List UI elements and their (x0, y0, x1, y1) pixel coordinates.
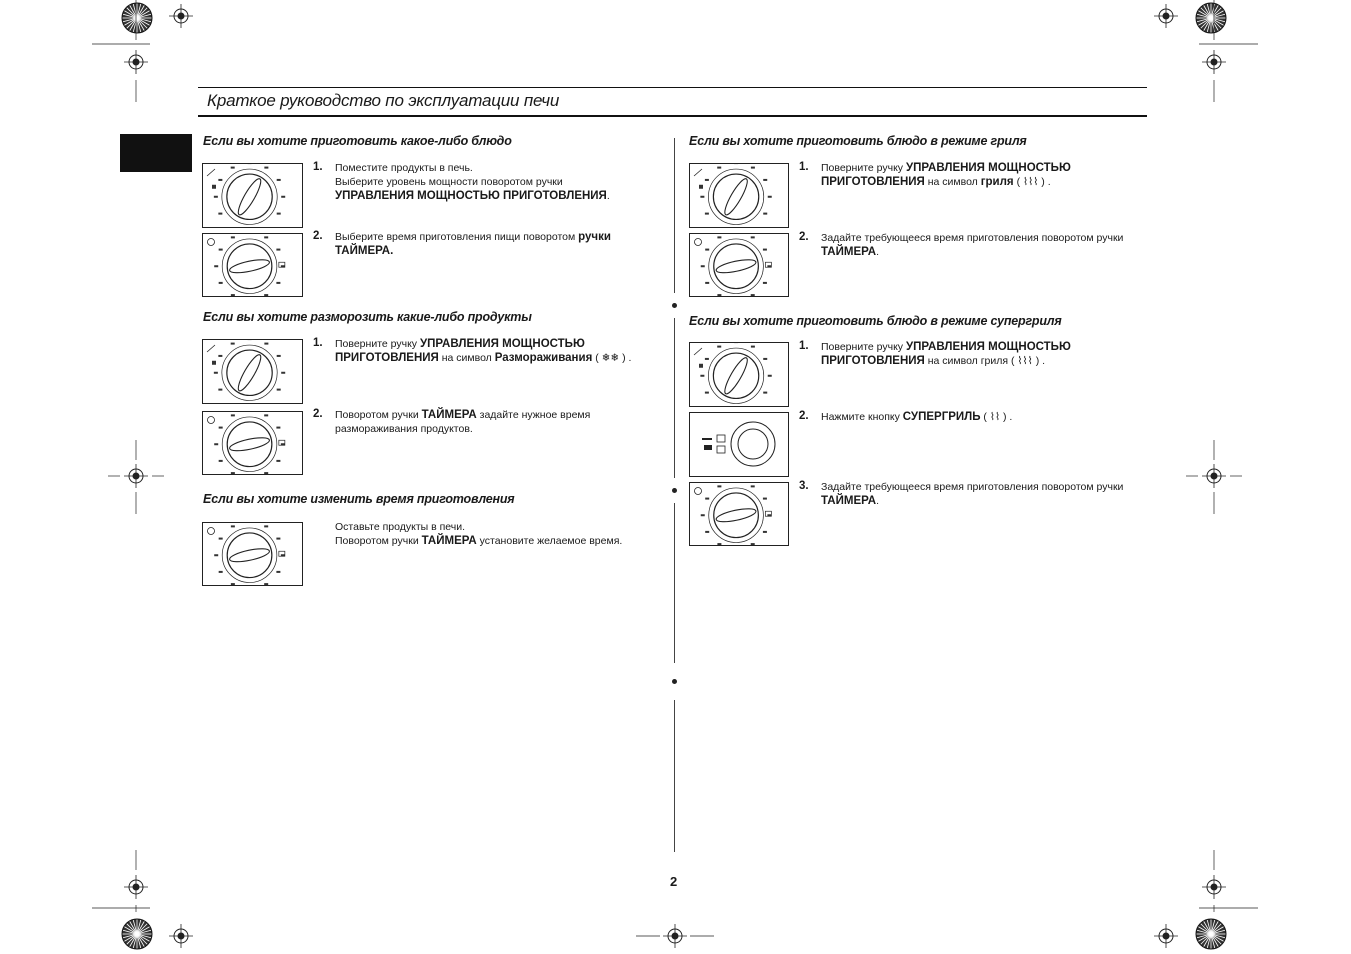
dial-tick (218, 355, 222, 357)
dial-tick (700, 196, 704, 198)
change-time-text: Оставьте продукты в печи. Поворотом ручки ТАЙМЕРА установите желаемое время. (335, 521, 623, 547)
column-divider-mid (674, 318, 675, 478)
dial-tick (277, 389, 281, 391)
dial-tick (763, 179, 767, 181)
dial-tick (701, 265, 705, 267)
power-dial-illustration (689, 342, 789, 407)
dial-tick (763, 282, 767, 284)
dial-tick (701, 514, 705, 516)
dial-tick (763, 498, 767, 500)
dial-tick (763, 531, 767, 533)
step-number: 1. (313, 337, 323, 349)
dial-tick (705, 392, 709, 394)
defrost-icon (212, 185, 216, 189)
crosshair-mark (1154, 924, 1178, 948)
supergrill-step-3-text: Задайте требующееся время приготовления поворотом ручки ТАЙМЕРА. (821, 481, 1124, 507)
supergrill-step-2-text: Нажмите кнопку СУПЕРГРИЛЬ ( ⌇⌇ ) . (821, 411, 1013, 423)
dial-tick (705, 282, 709, 284)
dial-tick (700, 375, 704, 377)
timer-dial-illustration (689, 233, 789, 297)
dial-tick (276, 538, 280, 540)
defrost-heading: Если вы хотите разморозить какие-либо продукты (203, 310, 532, 324)
step-number: 2. (313, 408, 323, 420)
dial-tick (277, 213, 281, 215)
button-indicator (704, 445, 712, 450)
dial-tick (219, 282, 223, 284)
dial-tick (705, 498, 709, 500)
dial-tick (751, 346, 755, 348)
dial-tick (214, 196, 218, 198)
power-icon (207, 169, 215, 176)
dial-tick (768, 375, 772, 377)
crosshair-mark (169, 4, 193, 28)
clock-icon (695, 488, 702, 495)
power-icon (694, 348, 702, 355)
dial-tick (214, 265, 218, 267)
dial-tick (231, 583, 235, 585)
dial-tick (751, 294, 755, 296)
defrost-step-2-text: Поворотом ручки ТАЙМЕРА задайте нужное время размораживания продуктов. (335, 409, 591, 435)
dial-tick (276, 249, 280, 251)
crosshair-mark (169, 924, 193, 948)
cook-step-2-text: Выберите время приготовления пищи поворотом ручки ТАЙМЕРА. (335, 231, 611, 257)
dial-tick (768, 196, 772, 198)
dial-tick (264, 236, 268, 238)
dial-tick (717, 294, 721, 296)
dial-tick (218, 213, 222, 215)
clock-icon (695, 239, 702, 246)
dial-tick (231, 167, 235, 169)
dial-tick (717, 167, 721, 169)
crosshair-mark (124, 875, 148, 899)
dial-tick (717, 543, 721, 545)
supergrill-step-1-text: Поверните ручку УПРАВЛЕНИЯ МОЩНОСТЬЮ ПРИГОТОВЛЕНИЯ на символ гриля ( ⌇⌇⌇ ) . (821, 341, 1071, 367)
supergrill-button-illustration (689, 412, 789, 477)
dial-tick (717, 485, 721, 487)
timer-dial-illustration (202, 522, 303, 586)
step-number: 2. (313, 230, 323, 242)
dial-tick (276, 427, 280, 429)
divider-dot (672, 303, 677, 308)
dial-tick (218, 389, 222, 391)
power-dial-illustration (202, 163, 303, 228)
step-number: 1. (799, 340, 809, 352)
step-number: 1. (799, 161, 809, 173)
dial-tick (264, 414, 268, 416)
color-wheel-mark (1196, 3, 1226, 33)
section-tab (120, 134, 192, 172)
dial-tick (763, 249, 767, 251)
dial-tick (231, 343, 235, 345)
color-wheel-mark (122, 919, 152, 949)
dial-tick (705, 358, 709, 360)
dial-tick (705, 213, 709, 215)
dial-tick (264, 294, 268, 296)
dial-tick (277, 179, 281, 181)
timer-dial-illustration (202, 233, 303, 297)
power-icon (207, 345, 215, 352)
timer-dial-illustration (202, 411, 303, 475)
dial-tick (214, 554, 218, 556)
color-wheel-mark (1196, 919, 1226, 949)
dial-tick (264, 472, 268, 474)
clock-icon (208, 239, 215, 246)
dial-tick (717, 236, 721, 238)
step-number: 2. (799, 231, 809, 243)
dial-tick (281, 196, 285, 198)
dial-tick (276, 571, 280, 573)
dial-tick (219, 538, 223, 540)
crosshair-mark (1202, 875, 1226, 899)
step-number: 3. (799, 480, 809, 492)
dial-tick (231, 294, 235, 296)
cook-heading: Если вы хотите приготовить какое-либо блюдо (203, 134, 512, 148)
defrost-icon (699, 364, 703, 368)
change-time-heading: Если вы хотите изменить время приготовления (203, 492, 515, 506)
dial-tick (705, 179, 709, 181)
dial-tick (763, 358, 767, 360)
grill-step-2-text: Задайте требующееся время приготовления поворотом ручки ТАЙМЕРА. (821, 232, 1124, 258)
defrost-step-1-text: Поверните ручку УПРАВЛЕНИЯ МОЩНОСТЬЮ ПРИГОТОВЛЕНИЯ на символ Размораживания ( ❄❄ ) . (335, 338, 632, 364)
dial-tick (705, 531, 709, 533)
step-number: 1. (313, 161, 323, 173)
dial-tick (231, 236, 235, 238)
supergrill-heading: Если вы хотите приготовить блюдо в режиме супергриля (689, 314, 1062, 328)
page-number: 2 (670, 874, 678, 889)
title-bottom-rule (198, 115, 1147, 117)
dial-tick (214, 443, 218, 445)
column-divider-bottom (674, 700, 675, 852)
dial-tick (219, 249, 223, 251)
dial-tick (264, 167, 268, 169)
dial-tick (264, 343, 268, 345)
page-title: Краткое руководство по эксплуатации печи (207, 91, 560, 110)
grill-step-1-text: Поверните ручку УПРАВЛЕНИЯ МОЩНОСТЬЮ ПРИГОТОВЛЕНИЯ на символ гриля ( ⌇⌇⌇ ) . (821, 162, 1071, 188)
crosshair-mark (124, 50, 148, 74)
dial-tick (276, 460, 280, 462)
dial-tick (219, 460, 223, 462)
dial-tick (231, 472, 235, 474)
grill-heading: Если вы хотите приготовить блюдо в режиме гриля (689, 134, 1027, 148)
dial-tick (231, 525, 235, 527)
dial-tick (214, 372, 218, 374)
defrost-icon (699, 185, 703, 189)
dial-tick (751, 543, 755, 545)
dial-tick (219, 571, 223, 573)
step-number: 2. (799, 410, 809, 422)
dial-tick (218, 179, 222, 181)
color-wheel-mark (122, 3, 152, 33)
column-divider-mid2 (674, 503, 675, 663)
dial-tick (751, 485, 755, 487)
power-dial-illustration (689, 163, 789, 228)
power-icon (694, 169, 702, 176)
crosshair-mark (1202, 464, 1226, 488)
defrost-icon (212, 361, 216, 365)
dial-tick (264, 525, 268, 527)
supergrill-symbol-icon (717, 435, 725, 442)
dial-tick (763, 392, 767, 394)
title-top-rule (198, 87, 1147, 88)
dial-tick (276, 282, 280, 284)
dial-tick (264, 583, 268, 585)
dial-tick (277, 355, 281, 357)
dial-tick (281, 372, 285, 374)
supergrill-symbol-icon (717, 446, 725, 453)
divider-dot (672, 679, 677, 684)
dial-tick (219, 427, 223, 429)
column-divider-top (674, 138, 675, 293)
button-indicator (702, 438, 712, 440)
timer-dial-illustration (689, 482, 789, 546)
dial-tick (705, 249, 709, 251)
dial-tick (751, 236, 755, 238)
cook-step-1-text: Поместите продукты в печь. Выберите уровень мощности поворотом ручки УПРАВЛЕНИЯ МОЩНОСТЬЮ ПРИГОТОВЛЕНИЯ. (335, 162, 610, 202)
dial-tick (763, 213, 767, 215)
crosshair-mark (1202, 50, 1226, 74)
crosshair-mark (124, 464, 148, 488)
dial-tick (717, 346, 721, 348)
crosshair-mark (1154, 4, 1178, 28)
dial-tick (231, 414, 235, 416)
power-dial-illustration (202, 339, 303, 404)
crosshair-mark (663, 924, 687, 948)
dial-tick (751, 167, 755, 169)
clock-icon (208, 417, 215, 424)
clock-icon (208, 528, 215, 535)
supergrill-button-inner (738, 429, 768, 459)
divider-dot (672, 488, 677, 493)
